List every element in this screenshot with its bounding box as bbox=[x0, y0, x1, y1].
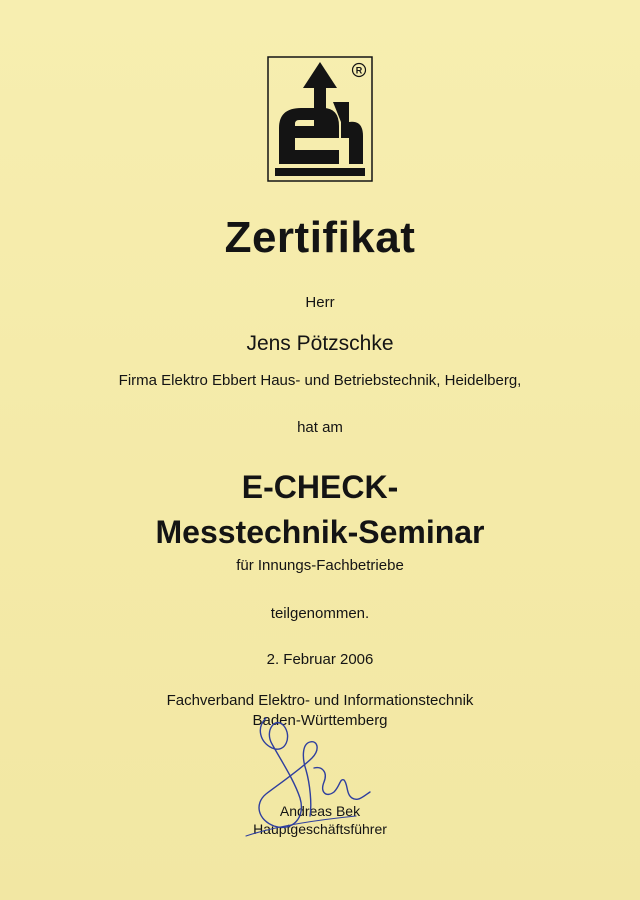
salutation: Herr bbox=[305, 294, 335, 311]
seminar-title-line2: Messtechnik-Seminar bbox=[155, 514, 485, 550]
certificate-date: 2. Februar 2006 bbox=[266, 651, 374, 668]
signer-name: Andreas Bek bbox=[279, 803, 361, 819]
eh-logo-icon bbox=[267, 56, 373, 182]
recipient-company: Firma Elektro Ebbert Haus- und Betriebstechnik, Heidelberg, bbox=[118, 372, 522, 389]
target-group: für Innungs-Fachbetriebe bbox=[236, 557, 404, 574]
certificate-title: Zertifikat bbox=[224, 213, 416, 262]
recipient-name: Jens Pötzschke bbox=[246, 332, 394, 355]
hat-am-text: hat am bbox=[297, 419, 343, 436]
organization-line2: Baden-Württemberg bbox=[252, 712, 388, 729]
signer-title: Hauptgeschäftsführer bbox=[253, 821, 387, 837]
participated-text: teilgenommen. bbox=[270, 605, 370, 622]
handwritten-signature bbox=[236, 708, 406, 858]
organization-line1: Fachverband Elektro- und Informationstechnik bbox=[166, 692, 474, 709]
registered-mark: R bbox=[355, 65, 363, 76]
seminar-title-line1: E-CHECK- bbox=[241, 469, 399, 505]
